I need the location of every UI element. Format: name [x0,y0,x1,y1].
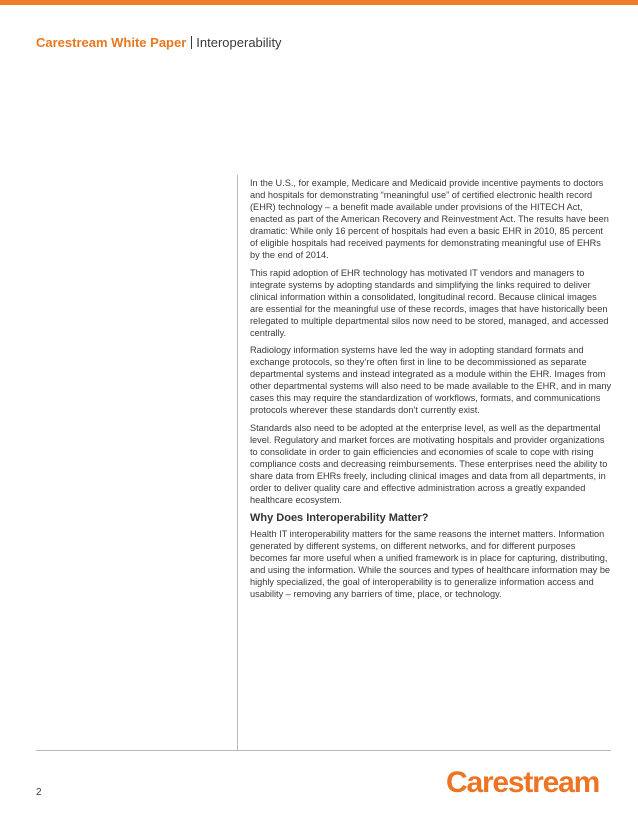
header-brand: Carestream White Paper [36,35,187,50]
carestream-logo: Carestream [446,766,600,799]
body-paragraph: Radiology information systems have led the way in adopting standard formats and exchange protocols, so they’re often first in line to be decommissioned as separate departmental systems and instead integrated as a module within the EHR. Images from other departmental systems will also need to be made available to the EHR, and in many cases this may require the standardization of workflows, formats, and communications protocols wherever these standards don’t currently exist. [250,345,612,415]
section-heading: Why Does Interoperability Matter? [250,512,429,524]
body-text-column [250,177,612,606]
column-divider [237,175,238,751]
header-section: Interoperability [196,35,282,50]
top-accent-bar [0,0,638,5]
body-paragraph: In the U.S., for example, Medicare and Medicaid provide incentive payments to doctors and hospitals for demonstrating “meaningful use” of certified electronic health record (EHR) technology – a benefit made available under provisions of the HITECH Act, enacted as part of the American Recovery and Reinvestment Act. The results have been dramatic: While only 16 percent of hospitals had even a basic EHR in 2010, 85 percent of eligible hospitals had received payments for demonstrating meaningful use of EHRs by the end of 2014. [250,178,609,260]
footer-rule [36,750,611,751]
running-header [36,35,282,51]
page-number: 2 [36,787,42,798]
body-paragraph: Health IT interoperability matters for the same reasons the internet matters. Information generated by different systems, on different networks, and for different purposes becomes far more useful when a unified framework is in place for capturing, distributing, and using the information. While the sources and types of healthcare information may be highly specialized, the goal of interoperability is to generalize information access and usability – removing any barriers of time, place, or technology. [250,529,611,599]
body-paragraph: This rapid adoption of EHR technology has motivated IT vendors and managers to integrate systems by adopting standards and simplifying the links required to deliver clinical information within a consolidated, longitudinal record. Because clinical images are essential for the meaningful use of these records, images that have historically been relegated to multiple departmental silos now need to be stored, managed, and accessed centrally. [250,267,609,338]
header-divider [191,36,192,49]
body-paragraph: Standards also need to be adopted at the enterprise level, as well as the departmental level. Regulatory and market forces are motivating hospitals and provider organizations to consolidate in order to gain efficiencies and economies of scale to cope with rising compliance costs and decreasing reimbursements. These enterprises need the ability to share data from EHRs freely, including clinical images and data from all departments, in order to deliver quality care and effective administration across a greatly expanded healthcare ecosystem. [250,422,608,505]
